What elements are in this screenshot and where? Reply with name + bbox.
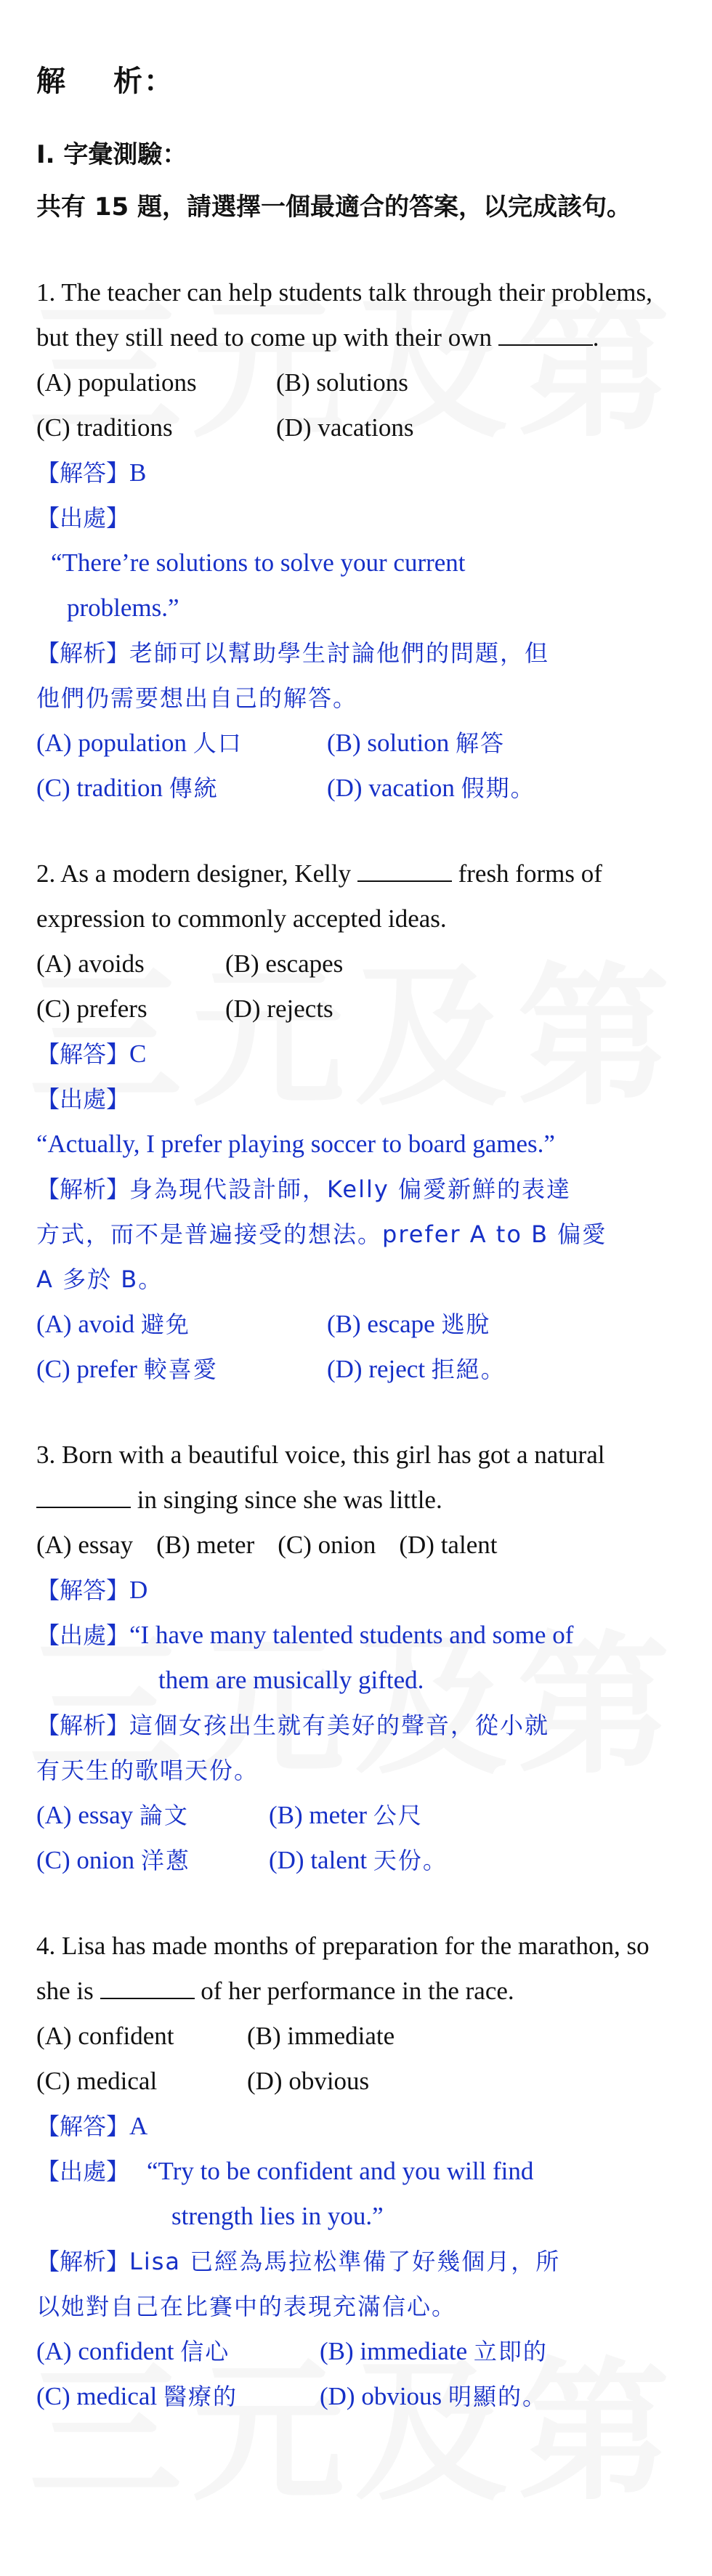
question-stem: 4. Lisa has made months of preparation for the marathon, so she is of her performance in the race. xyxy=(36,1932,650,2005)
question-stem: 3. Born with a beautiful voice, this girl has got a natural in singing since she was little. xyxy=(36,1441,605,1514)
section-instruction: 共有 15 題，請選擇一個最適合的答案，以完成該句。 xyxy=(36,193,631,222)
explanation: 有天生的歌唱天份。 xyxy=(36,1757,259,1784)
explanation: 【解析】Lisa 已經為馬拉松準備了好幾個月，所 xyxy=(36,2248,561,2275)
option-b: (B) solutions xyxy=(276,368,408,397)
answer-blank xyxy=(36,1479,131,1508)
translation-b: (B) meter 公尺 xyxy=(269,1801,423,1829)
explanation: 【解析】老師可以幫助學生討論他們的問題，但 xyxy=(36,639,550,667)
explanation: 方式，而不是普遍接受的想法。prefer A to B 偏愛 xyxy=(36,1220,607,1248)
source-quote: strength lies in you.” xyxy=(171,2202,384,2230)
translation-c: (C) prefer 較喜愛 xyxy=(36,1355,218,1383)
option-a: (A) populations xyxy=(36,368,197,397)
option-d: (D) obvious xyxy=(247,2067,370,2095)
question-stem: 2. As a modern designer, Kelly fresh forms of expression to commonly accepted ideas. xyxy=(36,851,676,941)
option-b: (B) escapes xyxy=(225,949,344,978)
translation-b: (B) immediate 立即的 xyxy=(320,2337,548,2365)
options-row xyxy=(36,405,676,450)
options-row xyxy=(36,941,676,987)
translation-c: (C) onion 洋蔥 xyxy=(36,1846,190,1874)
option-c: (C) traditions xyxy=(36,413,173,442)
translation-row xyxy=(36,766,676,811)
translation-a: (A) essay 論文 xyxy=(36,1801,189,1829)
answer-line: 【解答】C xyxy=(36,1040,147,1068)
translation-row xyxy=(36,2329,676,2374)
translation-b: (B) solution 解答 xyxy=(327,729,505,757)
option-a: (A) confident xyxy=(36,2022,174,2050)
answer-blank xyxy=(357,853,452,882)
answer-line: 【解答】B xyxy=(36,458,147,487)
explanation: A 多於 B。 xyxy=(36,1265,163,1293)
translation-a: (A) confident 信心 xyxy=(36,2337,230,2365)
source-quote: 【出處】 “Try to be confident and you will find xyxy=(36,2157,534,2185)
answer-blank xyxy=(498,317,593,346)
translation-b: (B) escape 逃脫 xyxy=(327,1310,491,1338)
question-3 xyxy=(36,1433,676,1883)
translation-d: (D) talent 天份。 xyxy=(269,1846,448,1874)
page-heading: 解 析： xyxy=(36,65,174,98)
translation-a: (A) avoid 避免 xyxy=(36,1310,190,1338)
option-d: (D) talent xyxy=(399,1531,498,1559)
translation-row xyxy=(36,1838,676,1883)
translation-row xyxy=(36,1302,676,1347)
options-row xyxy=(36,2014,676,2059)
option-d: (D) rejects xyxy=(225,995,333,1023)
source-quote: “Actually, I prefer playing soccer to board games.” xyxy=(36,1130,555,1158)
translation-row xyxy=(36,1793,676,1838)
option-b: (B) meter xyxy=(156,1531,255,1559)
explanation: 【解析】身為現代設計師，Kelly 偏愛新鮮的表達 xyxy=(36,1175,571,1203)
explanation: 他們仍需要想出自己的解答。 xyxy=(36,684,358,712)
option-c: (C) onion xyxy=(278,1531,376,1559)
option-b: (B) immediate xyxy=(247,2022,395,2050)
explanation: 以她對自己在比賽中的表現充滿信心。 xyxy=(36,2293,457,2320)
options-row xyxy=(36,360,676,405)
option-c: (C) prefers xyxy=(36,995,147,1023)
translation-row xyxy=(36,1347,676,1392)
explanation: 【解析】這個女孩出生就有美好的聲音，從小就 xyxy=(36,1712,550,1739)
translation-row xyxy=(36,2374,676,2419)
translation-d: (D) obvious 明顯的。 xyxy=(320,2382,547,2410)
answer-blank xyxy=(100,1970,195,1999)
source-quote: problems.” xyxy=(67,594,179,622)
translation-row xyxy=(36,721,676,766)
source-quote: “There’re solutions to solve your current xyxy=(51,548,466,577)
translation-c: (C) medical 醫療的 xyxy=(36,2382,238,2410)
source-label: 【出處】 xyxy=(36,504,130,532)
translation-d: (D) vacation 假期。 xyxy=(327,774,535,802)
translation-c: (C) tradition 傳統 xyxy=(36,774,219,802)
option-d: (D) vacations xyxy=(276,413,414,442)
option-a: (A) avoids xyxy=(36,949,145,978)
answer-line: 【解答】A xyxy=(36,2112,148,2140)
source-quote: them are musically gifted. xyxy=(158,1666,424,1694)
option-a: (A) essay xyxy=(36,1531,134,1559)
question-4 xyxy=(36,1924,676,2419)
options-row xyxy=(36,2059,676,2104)
question-2 xyxy=(36,851,676,1392)
translation-d: (D) reject 拒絕。 xyxy=(327,1355,506,1383)
question-stem: 1. The teacher can help students talk through their problems, but they still need to come up with their own . xyxy=(36,278,652,352)
source-label: 【出處】 xyxy=(36,1085,130,1113)
options-row xyxy=(36,987,676,1032)
option-c: (C) medical xyxy=(36,2067,158,2095)
translation-a: (A) population 人口 xyxy=(36,729,243,757)
answer-line: 【解答】D xyxy=(36,1576,148,1604)
source-quote: 【出處】“I have many talented students and some of xyxy=(36,1621,574,1649)
question-1 xyxy=(36,270,676,811)
options-row xyxy=(36,1523,676,1568)
section-title: Ⅰ. 字彙測驗： xyxy=(36,140,187,169)
